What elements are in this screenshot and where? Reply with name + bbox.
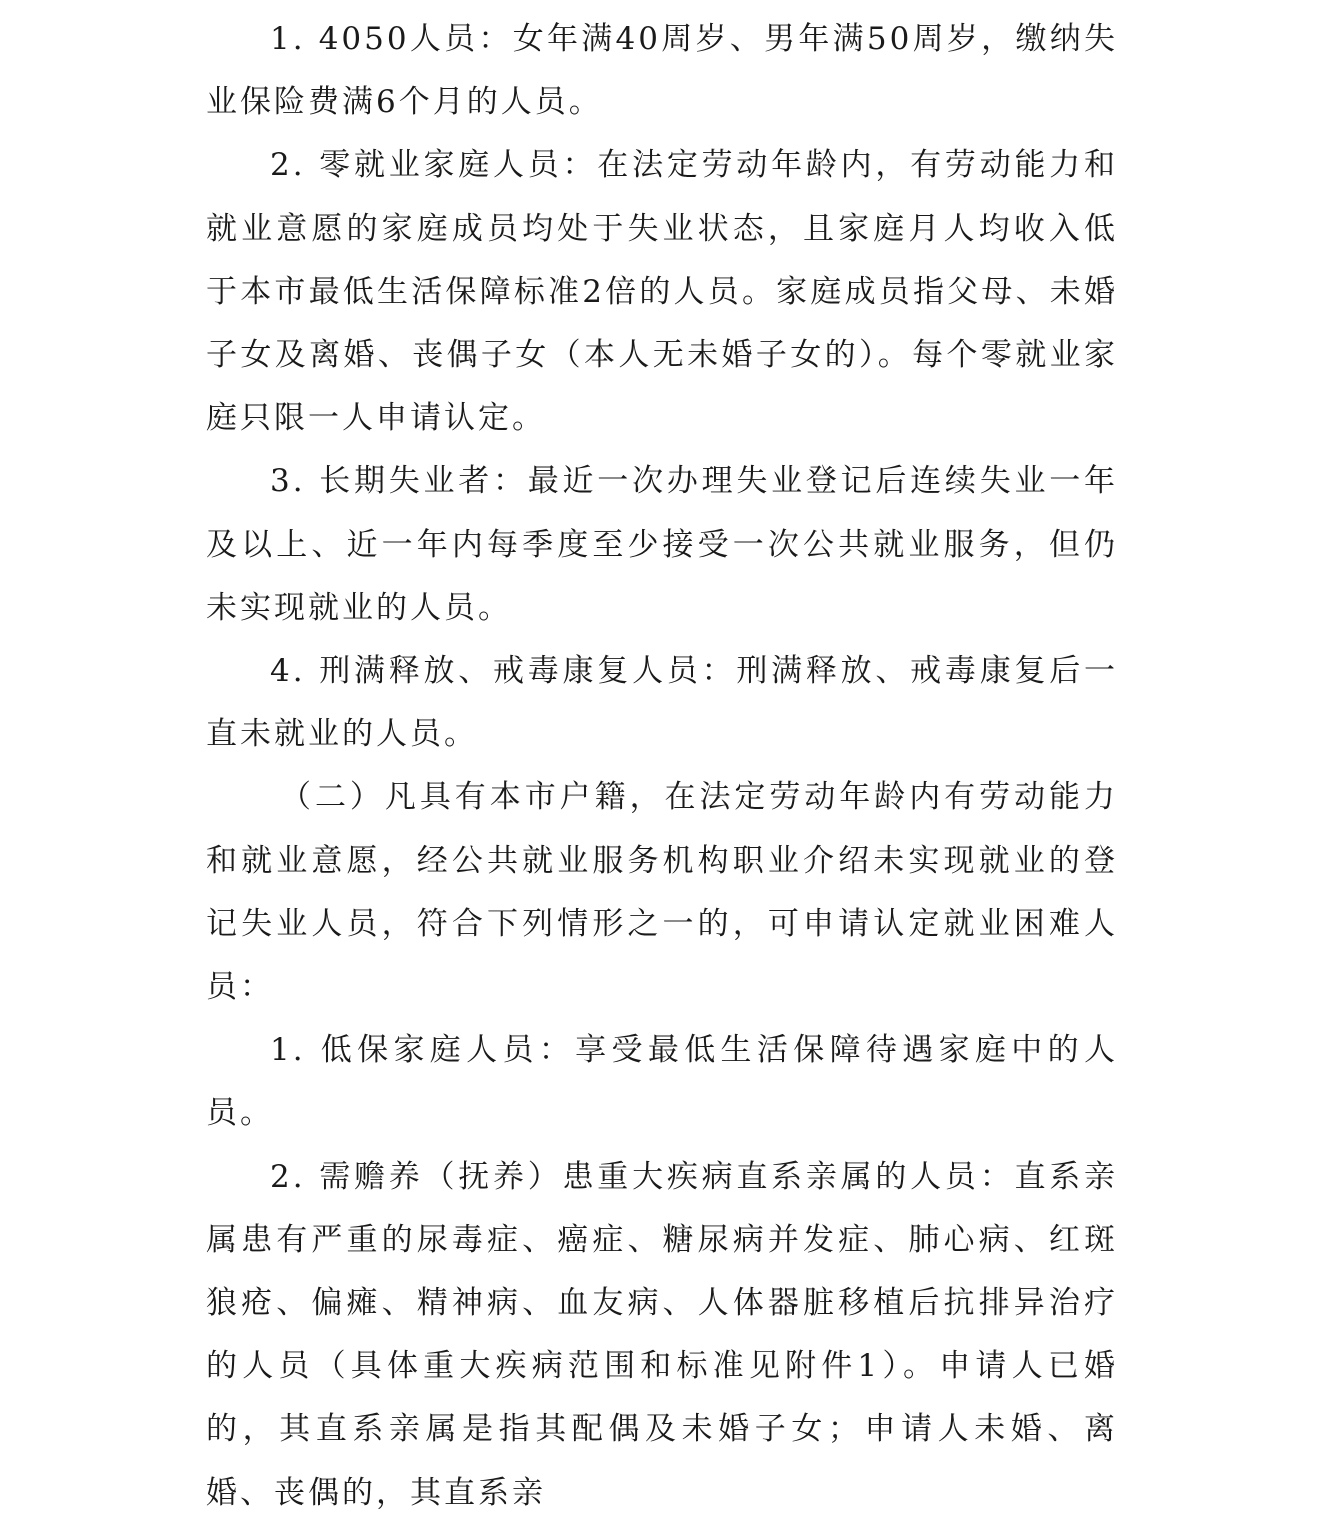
paragraph-section-two: （二）凡具有本市户籍，在法定劳动年龄内有劳动能力和就业意愿，经公共就业服务机构职业介绍未实现就业的登记失业人员，符合下列情形之一的，可申请认定就业困难人员： [206, 779, 1118, 1006]
paragraph-released-rehabilitated: 4. 刑满释放、戒毒康复人员：刑满释放、戒毒康复后一直未就业的人员。 [206, 653, 1118, 753]
document-body [206, 8, 1118, 1525]
paragraph-long-term-unemployed: 3. 长期失业者：最近一次办理失业登记后连续失业一年及以上、近一年内每季度至少接受一次公共就业服务，但仍未实现就业的人员。 [206, 463, 1118, 626]
paragraph-4050-personnel: 1. 4050人员：女年满40周岁、男年满50周岁，缴纳失业保险费满6个月的人员。 [206, 21, 1118, 121]
paragraph-subsistence-family: 1. 低保家庭人员：享受最低生活保障待遇家庭中的人员。 [206, 1032, 1118, 1132]
paragraph-serious-illness-relatives: 2. 需赡养（抚养）患重大疾病直系亲属的人员：直系亲属患有严重的尿毒症、癌症、糖尿病并发症、肺心病、红斑狼疮、偏瘫、精神病、血友病、人体器脏移植后抗排异治疗的人员（具体重大疾病范围和标准见附件1）。申请人已婚的，其直系亲属是指其配偶及未婚子女；申请人未婚、离婚、丧偶的，其直系亲 [206, 1158, 1118, 1511]
paragraph-zero-employment-family: 2. 零就业家庭人员：在法定劳动年龄内，有劳动能力和就业意愿的家庭成员均处于失业状态，且家庭月人均收入低于本市最低生活保障标准2倍的人员。家庭成员指父母、未婚子女及离婚、丧偶子女（本人无未婚子女的）。每个零就业家庭只限一人申请认定。 [206, 147, 1118, 437]
